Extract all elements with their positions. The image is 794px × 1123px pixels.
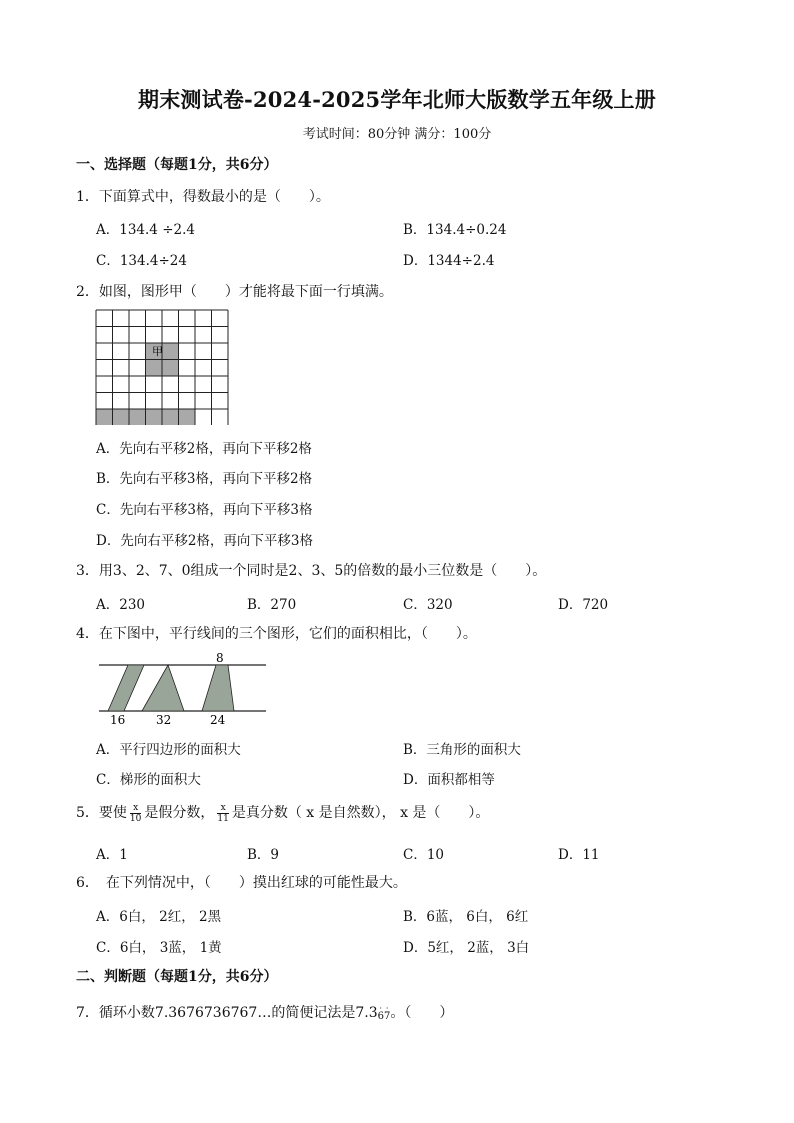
question-5-option-a: A．1 [96,847,128,863]
question-4-option-c: C．梯形的面积大 [96,772,201,788]
question-6-option-a: A．6白， 2红， 2黑 [96,909,222,925]
parallelogram-shape [108,665,144,711]
repeating-digits: · 6 · 7 [377,1004,391,1022]
parallelogram-base-label: 16 [110,713,126,727]
shaded-grid-cell [179,409,196,425]
repeating-digit-last: 7 [383,1011,391,1022]
question-4-option-a: A．平行四边形的面积大 [96,742,241,758]
question-7-stem-part-1: 7．循环小数7.3676736767…的简便记法是7.3 [76,1005,378,1021]
shaded-grid-cell [162,409,179,425]
trapezoid-top-label: 8 [216,651,224,665]
parallel-lines-figure [96,650,268,730]
shaded-grid-cell [146,360,163,377]
shaded-grid-cell [113,409,130,425]
question-3-option-a: A．230 [96,597,146,613]
triangle-shape [142,665,184,711]
section-heading-choice: 一、选择题（每题1分，共6分） [76,157,278,173]
question-5-stem [76,802,489,824]
question-1-option-a: A．134.4 ÷2.4 [96,222,195,238]
shaded-grid-cell [162,343,179,360]
question-2-option-c: C．先向右平移3格，再向下平移3格 [96,502,313,518]
question-3-option-c: C．320 [403,597,453,613]
question-4-option-d: D．面积都相等 [403,772,495,788]
fraction-x-over-11: $\frac{x}{11}$ [217,802,229,824]
question-6-option-c: C．6白， 3蓝， 1黄 [96,940,222,956]
translation-grid-figure [95,309,229,425]
question-2-option-a: A．先向右平移2格，再向下平移2格 [96,441,312,457]
question-3-stem: 3．用3、2、7、0组成一个同时是2、3、5的倍数的最小三位数是（ ）。 [76,563,547,579]
question-5-stem-part-3: 是真分数（ x 是自然数）， x 是（ ）。 [231,805,490,821]
question-2-option-d: D．先向右平移2格，再向下平移3格 [96,533,314,549]
question-1-stem: 1．下面算式中，得数最小的是（ ）。 [76,189,330,205]
question-6-option-b: B．6蓝， 6白， 6红 [403,909,529,925]
question-2-stem: 2．如图，图形甲（ ）才能将最下面一行填满。 [76,284,393,300]
trapezoid-base-label: 24 [210,713,226,727]
fraction-x-over-10: $\frac{x}{10}$ [129,802,142,824]
shaded-grid-cell [129,409,146,425]
question-6-option-d: D．5红， 2蓝， 3白 [403,940,530,956]
question-5-option-c: C．10 [403,847,445,863]
page-title: 期末测试卷-2024-2025学年北师大版数学五年级上册 [138,87,656,112]
question-5-stem-part-2: 是假分数， [144,805,215,821]
shaded-grid-cell [96,409,113,425]
trapezoid-shape [202,665,234,711]
question-5-stem-part-1: 5．要使 [76,805,127,821]
question-1-option-b: B．134.4÷0.24 [403,222,507,238]
question-2-option-b: B．先向右平移3格，再向下平移2格 [96,471,313,487]
shape-jia-label: 甲 [152,345,163,358]
question-6-stem: 6． 在下列情况中，（ ）摸出红球的可能性最大。 [76,875,407,891]
triangle-base-label: 32 [156,713,172,727]
question-3-option-b: B．270 [247,597,297,613]
shaded-grid-cell [162,360,179,377]
question-1-option-c: C．134.4÷24 [96,253,187,269]
question-4-stem: 4．在下图中，平行线间的三个图形，它们的面积相比，（ ）。 [76,626,477,642]
question-7-stem-part-2: 。（ ） [390,1005,454,1021]
exam-info: 考试时间：80分钟 满分：100分 [302,127,492,142]
question-3-option-d: D．720 [558,597,609,613]
repeating-digit-first: 6 [377,1011,384,1022]
section-heading-judgment: 二、判断题（每题1分，共6分） [76,969,278,985]
question-4-option-b: B．三角形的面积大 [403,742,521,758]
question-5-option-d: D．11 [558,847,600,863]
question-5-option-b: B．9 [247,847,280,863]
question-7-stem [76,1002,453,1022]
shaded-grid-cell [146,409,163,425]
question-1-option-d: D．1344÷2.4 [403,253,495,269]
